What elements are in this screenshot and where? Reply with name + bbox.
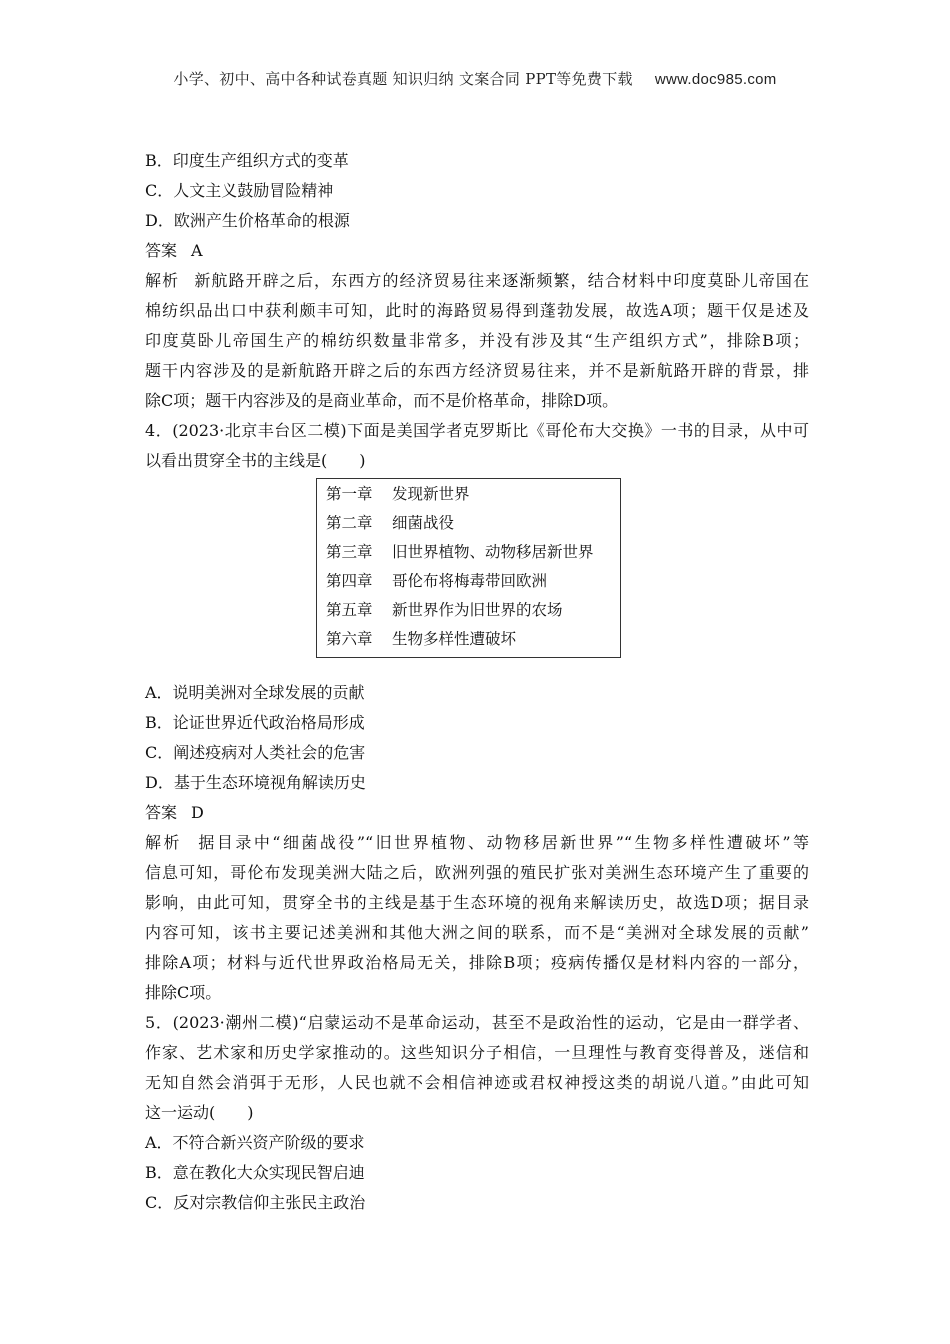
q3-analysis-line: 除C项；题干内容涉及的是商业革命，而不是价格革命，排除D项。 xyxy=(145,391,619,410)
q4-analysis-line: 排除A项；材料与近代世界政治格局无关，排除B项；疫病传播仅是材料内容的一部分， xyxy=(145,953,809,972)
q4-analysis-line: 解析 据目录中“细菌战役”“旧世界植物、动物移居新世界”“生物多样性遭破坏”等 xyxy=(145,833,809,852)
q4-answer-value: D xyxy=(191,803,204,822)
page-content xyxy=(145,146,809,1218)
q4-stem-line: 以看出贯穿全书的主线是( ) xyxy=(145,451,366,470)
toc-row xyxy=(326,509,620,538)
q3-analysis-line: 题干内容涉及的是新航路开辟之后的东西方经济贸易往来，并不是新航路开辟的背景，排 xyxy=(145,361,809,380)
toc-title: 生物多样性遭破坏 xyxy=(392,630,517,648)
q4-analysis-line: 影响，由此可知，贯穿全书的主线是基于生态环境的视角来解读历史，故选D项；据目录 xyxy=(145,893,809,912)
toc-chapter: 第五章 xyxy=(326,601,373,619)
q4-stem-line: 4．(2023·北京丰台区二模)下面是美国学者克罗斯比《哥伦布大交换》一书的目录，从中可 xyxy=(145,421,809,440)
q5-option-c: C．反对宗教信仰主张民主政治 xyxy=(145,1193,366,1212)
q3-analysis-line: 解析 新航路开辟之后，东西方的经济贸易往来逐渐频繁，结合材料中印度莫卧儿帝国在 xyxy=(145,271,809,290)
q4-option-c: C．阐述疫病对人类社会的危害 xyxy=(145,743,366,762)
q3-answer-value: A xyxy=(191,241,203,260)
q4-table-of-contents xyxy=(316,478,621,658)
q4-analysis-line: 信息可知，哥伦布发现美洲大陆之后，欧洲列强的殖民扩张对美洲生态环境产生了重要的 xyxy=(145,863,809,882)
toc-title: 哥伦布将梅毒带回欧洲 xyxy=(392,572,548,590)
toc-title: 旧世界植物、动物移居新世界 xyxy=(392,543,594,561)
toc-row xyxy=(326,480,620,509)
toc-chapter: 第四章 xyxy=(326,572,373,590)
toc-row xyxy=(326,538,620,567)
q5-stem-line: 5．(2023·潮州二模)“启蒙运动不是革命运动，甚至不是政治性的运动，它是由一群学者、 xyxy=(145,1013,809,1032)
q3-analysis-line: 棉纺织品出口中获利颇丰可知，此时的海路贸易得到蓬勃发展，故选A项；题干仅是述及 xyxy=(145,301,809,320)
q4-option-a: A．说明美洲对全球发展的贡献 xyxy=(145,683,365,702)
q3-answer-label: 答案 xyxy=(145,241,178,260)
q5-option-a: A．不符合新兴资产阶级的要求 xyxy=(145,1133,365,1152)
header-text: 小学、初中、高中各种试卷真题 知识归纳 文案合同 PPT等免费下载 xyxy=(173,70,633,88)
toc-title: 发现新世界 xyxy=(392,485,470,503)
q3-option-c: C．人文主义鼓励冒险精神 xyxy=(145,181,334,200)
toc-title: 新世界作为旧世界的农场 xyxy=(392,601,563,619)
toc-row xyxy=(326,596,620,625)
toc-chapter: 第一章 xyxy=(326,485,373,503)
q5-stem-line: 这一运动( ) xyxy=(145,1103,254,1122)
q4-analysis-line: 内容可知，该书主要记述美洲和其他大洲之间的联系，而不是“美洲对全球发展的贡献” xyxy=(145,923,809,942)
toc-chapter: 第三章 xyxy=(326,543,373,561)
toc-row xyxy=(326,567,620,596)
toc-title: 细菌战役 xyxy=(392,514,455,532)
q5-stem-line: 作家、艺术家和历史学家推动的。这些知识分子相信，一旦理性与教育变得普及，迷信和 xyxy=(145,1043,809,1062)
q3-option-d: D．欧洲产生价格革命的根源 xyxy=(145,211,350,230)
q4-option-d: D．基于生态环境视角解读历史 xyxy=(145,773,366,792)
toc-chapter: 第六章 xyxy=(326,630,373,648)
q5-option-b: B．意在教化大众实现民智启迪 xyxy=(145,1163,365,1182)
q4-option-b: B．论证世界近代政治格局形成 xyxy=(145,713,365,732)
header-url[interactable]: www.doc985.com xyxy=(654,71,777,88)
q4-answer xyxy=(145,798,809,828)
q4-analysis-line: 排除C项。 xyxy=(145,983,222,1002)
toc-row xyxy=(326,625,620,654)
q3-option-b: B．印度生产组织方式的变革 xyxy=(145,151,349,170)
q3-analysis-label: 解析 xyxy=(145,271,180,290)
q3-analysis-line: 印度莫卧儿帝国生产的棉纺织数量非常多，并没有涉及其“生产组织方式”，排除B项； xyxy=(145,331,809,350)
q5-stem-line: 无知自然会消弭于无形，人民也就不会相信神迹或君权神授这类的胡说八道。”由此可知 xyxy=(145,1073,809,1092)
page-header xyxy=(0,68,950,89)
q4-analysis-label: 解析 xyxy=(145,833,182,852)
q4-answer-label: 答案 xyxy=(145,803,178,822)
q3-answer xyxy=(145,236,809,266)
toc-chapter: 第二章 xyxy=(326,514,373,532)
